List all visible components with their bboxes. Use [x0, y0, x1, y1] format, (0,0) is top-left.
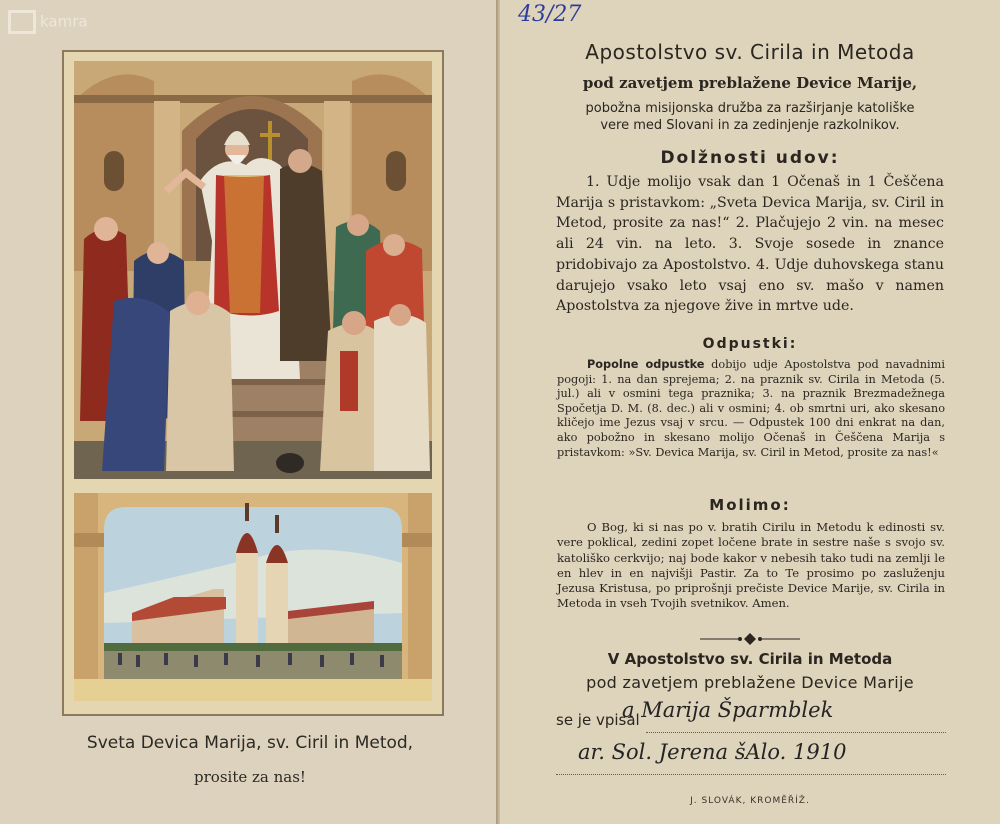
intro-line2: vere med Slovani in za zedinjenje razkolnikov.: [600, 118, 900, 133]
section-heading-indulgences: Odpustki:: [702, 336, 798, 352]
ornament-divider-icon: [700, 632, 800, 646]
section-heading-duties: Dolžnosti udov:: [660, 148, 840, 168]
watermark-box-icon: [8, 10, 36, 34]
section-heading-prayer: Molimo:: [709, 496, 791, 514]
holy-card-back: [500, 0, 1000, 824]
basilica-town-illustration: [74, 493, 432, 701]
enrolled-label: se je vpisal: [556, 711, 640, 729]
card-caption-line1: Sveta Devica Marija, sv. Ciril in Metod,: [86, 733, 414, 753]
handwritten-name: a Marija Šparmblek: [622, 698, 834, 722]
indulgences-lead: Popolne odpustke: [587, 358, 705, 371]
printer-imprint: J. SLOVÁK, KROMĚŘÍŽ.: [690, 796, 810, 806]
indulgences-body: dobijo udje Apostolstva pod navadnimi pogoji: 1. na dan sprejema; 2. na praznik sv. Cirila in Metoda (5. jul.) ali v osmini tega praznika; 3. na praznik Brezmadežnega Spočetja D. M. (8. dec.) ali v osmini; 4. ob smrtni uri, ako skesano kličejo ime Jezus vsaj v srcu. — Odpustek 100 dni enkrat na dan, ako pobožno in skesano molijo Očenaš in Češčena Marija s pristavkom: »Sv. Devica Marija, sv. Ciril in Metod, prosite za nas!«: [557, 358, 945, 459]
place-line: [556, 774, 946, 775]
intro: [500, 100, 1000, 134]
intro-line1: pobožna misijonska družba za razširjanje katoliške: [585, 101, 915, 116]
title: Apostolstvo sv. Cirila in Metoda: [585, 40, 915, 64]
indulgences-text: [557, 358, 945, 460]
chromolithograph: [74, 61, 432, 701]
prayer-text: O Bog, ki si nas po v. bratih Cirilu in Metodu k edinosti sv. vere poklical, zedini zopet ločene brate in sestre naše s svojo sv. katoliško cerkvijo; naj bode kakor v nebesih tako tudi na zemlji le en hlev in en najvišji Pastir. Za to Te prosimo po zasluženju Jezusa Kristusa, po priprošnji prečiste Device Marije, sv. Cirila in Metoda in vseh Tvojih svetnikov. Amen.: [557, 520, 945, 611]
watermark-text: kamra: [40, 12, 88, 31]
watermark-logo: [8, 10, 88, 34]
bottom-subtitle: pod zavetjem preblažene Device Marije: [586, 673, 914, 692]
image-frame: [62, 50, 444, 716]
handwritten-place-date: ar. Sol. Jerena šAlo. 1910: [578, 740, 847, 764]
saints-scene-illustration: [74, 61, 432, 479]
duties-text: 1. Udje molijo vsak dan 1 Očenaš in 1 Češčena Marija s pristavkom: „Sveta Devica Marija, sv. Ciril in Metod, prosite za nas!“ 2. Plačujejo 2 vin. na mesec ali 24 vin. na leto. 3. Svoje sosede in znance pridobivajo za Apostolstvo. 4. Udje duhovskega stanu darujejo vsako leto vsaj eno sv. mašo v namen Apostolstva za njegove žive in mrtve ude.: [556, 174, 944, 315]
name-line: [646, 732, 946, 733]
handwritten-number: 43/27: [518, 2, 582, 27]
card-caption-line2: prosite za nas!: [194, 768, 306, 786]
bottom-title: V Apostolstvo sv. Cirila in Metoda: [607, 650, 893, 668]
subtitle: pod zavetjem preblažene Device Marije,: [582, 74, 918, 92]
